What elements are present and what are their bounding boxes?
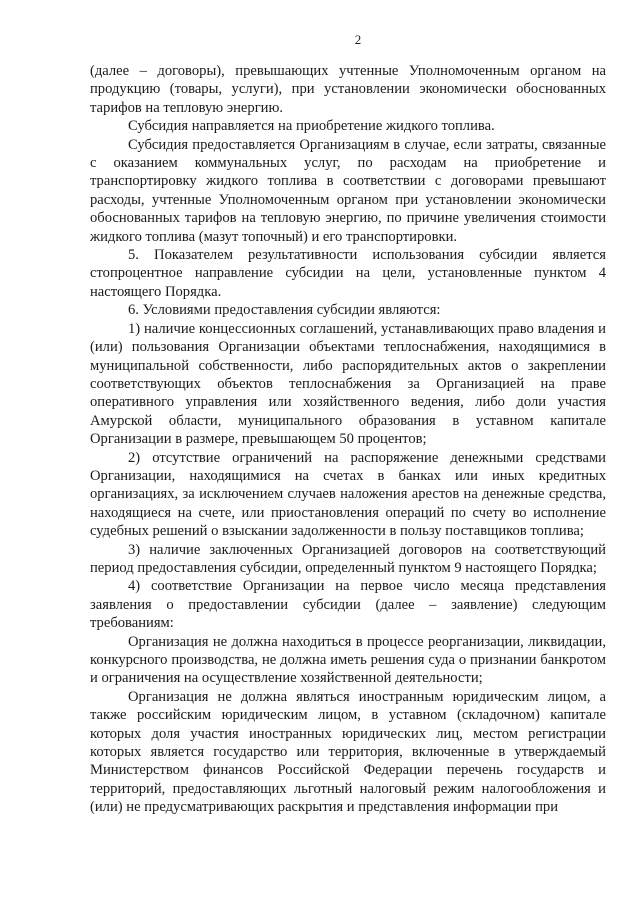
paragraph: 6. Условиями предоставления субсидии являются: [128,302,441,319]
paragraph: 5. Показателем результативности использования субсидии является стопроцентное направление субсидии на цели, установленные пунктом 4 настоящего Порядка. [90,247,606,300]
paragraph: 1) наличие концессионных соглашений, устанавливающих право владения и (или) пользования Организации объектами теплоснабжения, находящимися в муниципальной собственности, либо распорядительных актов о закреплении соответствующих объектов теплоснабжения за Организацией на праве оперативного управления или хозяйственного ведения, либо доли участия Амурской области, муниципального образования в уставном капитале Организации в размере, превышающем 50 процентов; [90,320,606,448]
paragraph: Организация не должна находиться в процессе реорганизации, ликвидации, конкурсного производства, не должна иметь решения суда о признании банкротом и ограничения на осуществление хозяйственной деятельности; [90,633,606,687]
paragraph: 4) соответствие Организации на первое число месяца представления заявления о предоставлении субсидии (далее – заявление) следующим требованиям: [90,578,606,632]
document-body [90,62,606,817]
paragraph: 2) отсутствие ограничений на распоряжение денежными средствами Организации, находящимися на счетах в банках или иных кредитных организациях, за исключением случаев наложения арестов на денежные средства, находящиеся на счете, или приостановления операций по счету во исполнение судебных решений о взыскании задолженности в пользу поставщиков топлива; [90,449,606,540]
paragraph: (далее – договоры), превышающих учтенные Уполномоченным органом на продукцию (товары, услуги), при установлении экономически обоснованных тарифов на тепловую энергию. [90,63,606,116]
paragraph: Организация не должна являться иностранным юридическим лицом, а также российским юридическим лицом, в уставном (складочном) капитале которых доля участия иностранных юридических лиц, местом регистрации которых является государство или территория, включенные в утверждаемый Министерством финансов Российской Федерации перечень государств и территорий, предоставляющих льготный налоговый режим налогообложения и (или) не предусматривающих раскрытия и представления информации при [90,688,606,816]
paragraph: Субсидия направляется на приобретение жидкого топлива. [128,118,495,135]
page-number: 2 [354,32,362,47]
paragraph: Субсидия предоставляется Организациям в случае, если затраты, связанные с оказанием коммунальных услуг, по расходам на приобретение и транспортировку жидкого топлива в соответствии с договорами превышают расходы, учтенные Уполномоченным органом при установлении экономически обоснованных тарифов на тепловую энергию, по причине увеличения стоимости жидкого топлива (мазут топочный) и его транспортировки. [90,136,606,245]
paragraph: 3) наличие заключенных Организацией договоров на соответствующий период предоставления субсидии, определенный пунктом 9 настоящего Порядка; [90,541,606,576]
